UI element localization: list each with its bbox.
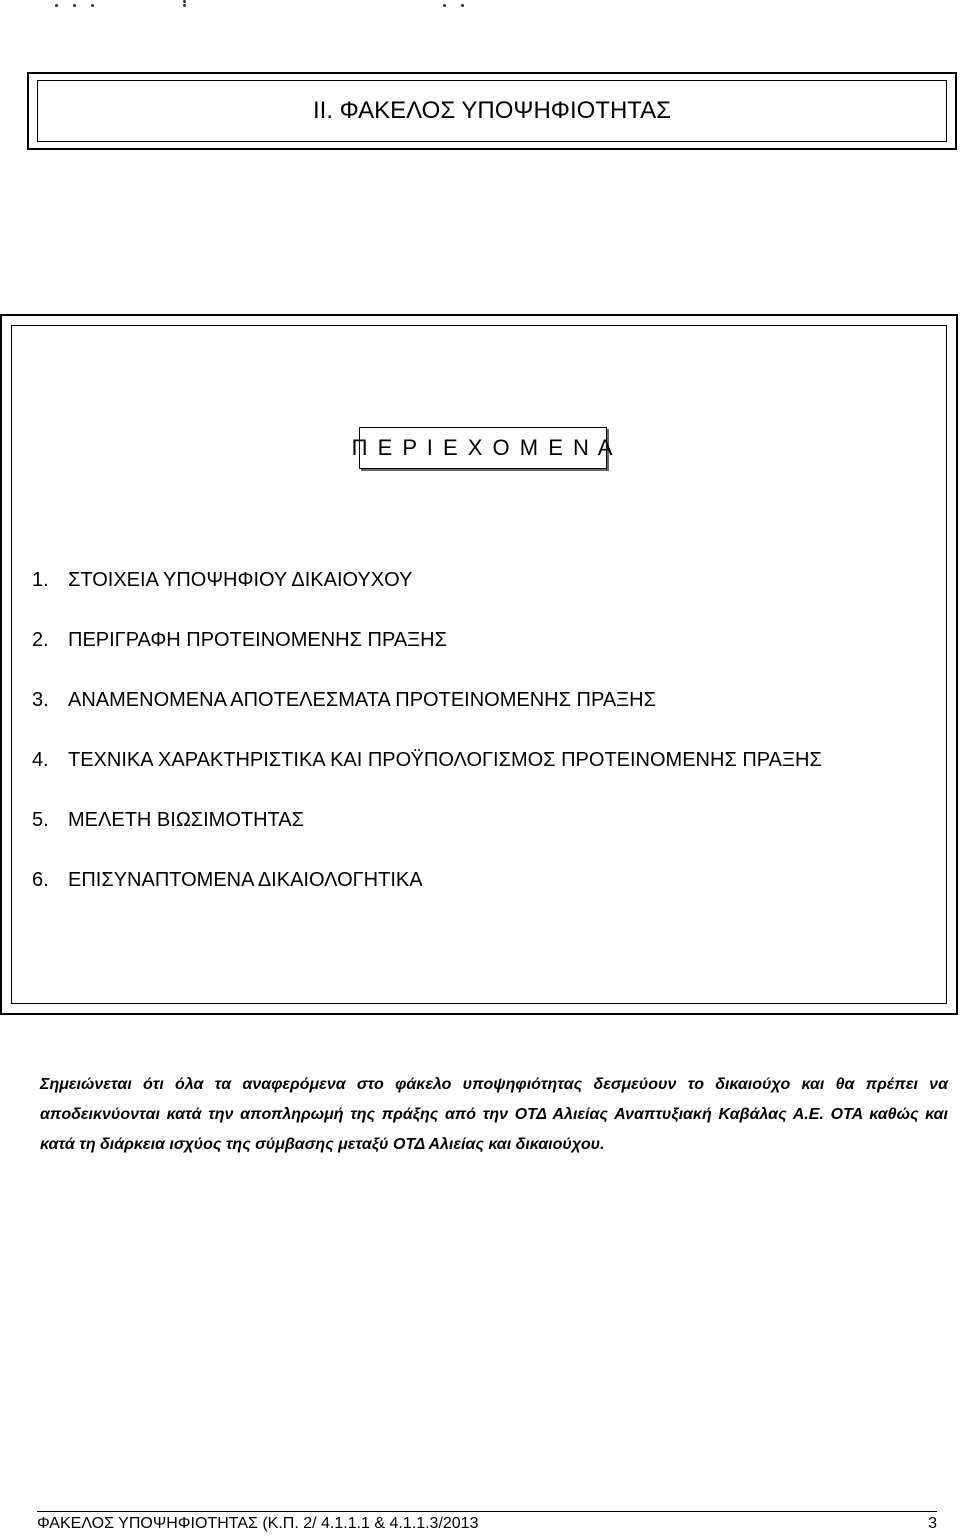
toc-item-1 xyxy=(32,570,822,630)
toc-item-label: ΣΤΟΙΧΕΙΑ ΥΠΟΨΗΦΙΟΥ ΔΙΚΑΙΟΥΧΟΥ xyxy=(68,569,413,591)
toc-item-number: 6. xyxy=(32,869,49,891)
toc-item-5 xyxy=(32,810,822,870)
toc-item-number: 4. xyxy=(32,749,49,771)
toc-item-number: 3. xyxy=(32,689,49,711)
toc-item-3 xyxy=(32,690,822,750)
toc-item-6 xyxy=(32,870,822,930)
title-frame-inner xyxy=(37,80,947,142)
contents-frame xyxy=(0,314,958,1015)
footer-page-number: 3 xyxy=(928,1515,937,1532)
toc-item-4 xyxy=(32,750,822,810)
page-footer xyxy=(37,1511,937,1533)
title-frame xyxy=(27,72,957,150)
toc-item-number: 2. xyxy=(32,629,49,651)
contents-heading: Π Ε Ρ Ι Ε Χ Ο Μ Ε Ν Α xyxy=(359,427,607,469)
toc-item-label: ΑΝΑΜΕΝΟΜΕΝΑ ΑΠΟΤΕΛΕΣΜΑΤΑ ΠΡΟΤΕΙΝΟΜΕΝΗΣ ΠΡΑΞΗΣ xyxy=(68,689,656,711)
page-title: II. ΦΑΚΕΛΟΣ ΥΠΟΨΗΦΙΟΤΗΤΑΣ xyxy=(312,97,671,124)
toc-item-label: ΠΕΡΙΓΡΑΦΗ ΠΡΟΤΕΙΝΟΜΕΝΗΣ ΠΡΑΞΗΣ xyxy=(68,629,447,651)
toc-item-label: ΜΕΛΕΤΗ ΒΙΩΣΙΜΟΤΗΤΑΣ xyxy=(68,809,304,831)
top-dots-decoration xyxy=(55,0,485,14)
footer-document-title: ΦΑΚΕΛΟΣ ΥΠΟΨΗΦΙΟΤΗΤΑΣ (Κ.Π. 2/ 4.1.1.1 & 4.1.1.3/2013 xyxy=(37,1515,479,1532)
obligations-note: Σημειώνεται ότι όλα τα αναφερόμενα στο φάκελο υποψηφιότητας δεσμεύουν το δικαιούχο και θα πρέπει να αποδεικνύονται κατά την αποπληρωμή της πράξης από την ΟΤΔ Αλιείας Αναπτυξιακή Καβάλας Α.Ε. ΟΤΑ καθώς και κατά τη διάρκεια ισχύος της σύμβασης μεταξύ ΟΤΔ Αλιείας και δικαιούχου. xyxy=(40,1076,948,1153)
toc-item-2 xyxy=(32,630,822,690)
table-of-contents xyxy=(32,570,822,930)
toc-item-label: ΕΠΙΣΥΝΑΠΤΟΜΕΝΑ ΔΙΚΑΙΟΛΟΓΗΤΙΚΑ xyxy=(68,869,423,891)
toc-item-number: 1. xyxy=(32,569,49,591)
toc-item-label: ΤΕΧΝΙΚΑ ΧΑΡΑΚΤΗΡΙΣΤΙΚΑ ΚΑΙ ΠΡΟΫΠΟΛΟΓΙΣΜΟΣ ΠΡΟΤΕΙΝΟΜΕΝΗΣ ΠΡΑΞΗΣ xyxy=(68,749,822,771)
toc-item-number: 5. xyxy=(32,809,49,831)
